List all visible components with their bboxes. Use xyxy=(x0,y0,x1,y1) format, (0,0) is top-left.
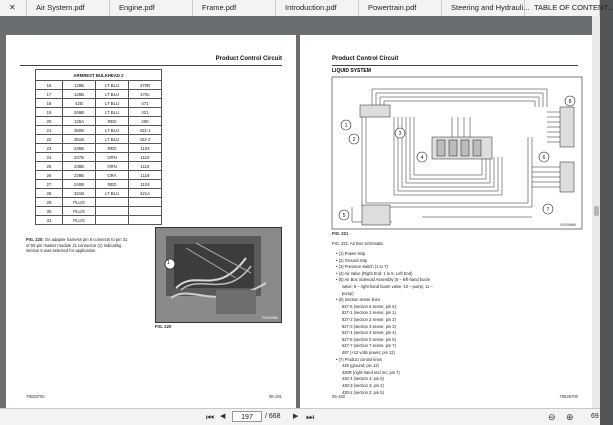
header-rule xyxy=(332,65,578,66)
table-cell: PLUG xyxy=(63,207,96,216)
next-page-icon[interactable]: ▶ xyxy=(293,413,299,420)
table-cell: 25 xyxy=(36,162,63,171)
footer-page-number: 06-192 xyxy=(332,394,346,399)
list-item: 430R (right-hand end mc; pin 7) xyxy=(342,369,400,375)
table-row xyxy=(36,126,162,135)
vertical-scrollbar[interactable] xyxy=(592,16,600,408)
table-cell: PLUG xyxy=(63,216,96,225)
air-box-schematic xyxy=(332,77,582,229)
list-item: • (3) Pressure switch (1 to 7) xyxy=(336,264,388,270)
tab-table-of-contents[interactable]: TABLE OF CONTENT... xyxy=(525,0,600,16)
previous-page-icon[interactable]: ◀ xyxy=(220,413,226,420)
table-cell: 19 xyxy=(36,108,63,117)
table-cell: RED xyxy=(96,180,129,189)
table-cell: LT BLU xyxy=(96,90,129,99)
bullet-icon: • xyxy=(336,277,339,283)
table-cell: 422-1 xyxy=(129,126,162,135)
pdf-viewer-area[interactable] xyxy=(0,16,600,408)
table-cell xyxy=(129,198,162,207)
table-row xyxy=(36,207,162,216)
page-number-input[interactable]: 197 xyxy=(232,411,262,422)
navigation-toolbar xyxy=(0,408,600,425)
tab-powertrain[interactable]: Powertrain.pdf xyxy=(359,0,442,16)
page-title: Product Control Circuit xyxy=(332,56,399,62)
table-cell xyxy=(96,198,129,207)
list-item: 627-5 (section 5 sense; pin 5) xyxy=(342,336,396,342)
zoom-out-icon[interactable]: ⊖ xyxy=(548,412,556,422)
figure-note: FIG. 220: On adapter harness pin 8 connects to pin 31 of 50-pin master module J1 connector (1) indicating section 5 was selected for application. xyxy=(26,237,128,253)
harness-photo xyxy=(155,227,282,323)
table-cell: 24 xyxy=(36,153,63,162)
list-item: pump) xyxy=(342,290,354,296)
table-cell: PLUG xyxy=(63,198,96,207)
list-item: 627-7 (section 7 sense; pin 7) xyxy=(342,343,396,349)
footer-page-number: 06-191 xyxy=(268,394,282,399)
page-title: Product Control Circuit xyxy=(215,56,282,62)
bullet-icon: • xyxy=(336,264,339,270)
table-cell: 470R xyxy=(129,81,162,90)
last-page-icon[interactable]: ⏭ xyxy=(306,412,315,422)
tab-introduction[interactable]: Introduction.pdf xyxy=(276,0,359,16)
table-cell: 1110 xyxy=(129,162,162,171)
footer-doc-number: 79028700 xyxy=(26,394,45,399)
header-rule xyxy=(20,65,282,66)
page-total: / 668 xyxy=(265,413,281,420)
table-cell: 269B xyxy=(63,108,96,117)
table-cell: 21 xyxy=(36,126,63,135)
list-item: • (5) Air Box Solenoid Assembly (6 – left-hand boom xyxy=(336,277,431,283)
section-subtitle: LIQUID SYSTEM xyxy=(332,68,371,74)
schematic-caption: FIG. 221 xyxy=(332,231,349,236)
list-item: • (7) Product control lines xyxy=(336,356,382,362)
tab-frame[interactable]: Frame.pdf xyxy=(193,0,276,16)
table-cell: 321B xyxy=(63,189,96,198)
callout-7: 7 xyxy=(546,207,550,213)
table-cell: 422-2 xyxy=(129,135,162,144)
callout-2: 2 xyxy=(352,137,356,143)
table-cell: 22 xyxy=(36,135,63,144)
table-cell: 26 xyxy=(36,171,63,180)
list-item: 627-4 (section 4 sense; pin 4) xyxy=(342,330,396,336)
tab-close-partial[interactable] xyxy=(0,0,27,16)
callout-3: 3 xyxy=(398,131,402,137)
list-item: 430-3 (section 3; pin 2) xyxy=(342,383,384,388)
table-cell: RED xyxy=(96,117,129,126)
table-cell: LT BLU xyxy=(96,108,129,117)
table-row xyxy=(36,144,162,153)
table-cell: RED xyxy=(96,144,129,153)
table-cell: GRA xyxy=(96,171,129,180)
list-item: 627-1 (section 1 sense; pin 1) xyxy=(342,310,396,316)
table-cell: 400 xyxy=(129,117,162,126)
table-row xyxy=(36,171,162,180)
bullet-icon: • xyxy=(336,251,339,256)
table-cell: 42B xyxy=(63,99,96,108)
close-icon[interactable]: ✕ xyxy=(9,3,16,12)
table-row xyxy=(36,99,162,108)
table-cell: 28 xyxy=(36,189,63,198)
table-cell: 125A xyxy=(63,117,96,126)
table-row xyxy=(36,135,162,144)
table-cell: LT BLU xyxy=(96,135,129,144)
list-item: 430-2 (section 2; pin 5) xyxy=(342,389,384,395)
list-item: • (2) Ground strip xyxy=(336,257,368,263)
bullet-icon: • xyxy=(336,356,339,362)
table-cell: 29 xyxy=(36,198,63,207)
pdf-page-left xyxy=(6,35,296,408)
callout-8: 8 xyxy=(568,99,572,105)
list-item: 430-4 (section 4; pin 5) xyxy=(342,376,384,382)
table-cell: LT BLU xyxy=(96,189,129,198)
harness-photo-image xyxy=(156,228,281,322)
callout-5: 5 xyxy=(342,213,346,219)
table-cell: 421A xyxy=(129,189,162,198)
table-cell: 421 xyxy=(129,108,162,117)
table-cell: ORN xyxy=(96,153,129,162)
callout-1: 1 xyxy=(344,123,348,129)
list-item: • (4) Air Valve (Right End: 1 to 5; Left End) xyxy=(336,270,413,276)
photo-caption: FIG. 220 xyxy=(155,324,172,329)
tab-air-system[interactable]: Air System.pdf xyxy=(27,0,110,16)
table-cell: 17 xyxy=(36,90,63,99)
list-item: • (6) Section sense lines xyxy=(336,297,380,303)
table-cell: 27 xyxy=(36,180,63,189)
table-cell: 1119 xyxy=(129,171,162,180)
table-row xyxy=(36,162,162,171)
table-row xyxy=(36,117,162,126)
photo-callout: 1 xyxy=(167,260,170,266)
table-cell: 239B xyxy=(63,171,96,180)
footer-doc-number: 79028700 xyxy=(559,394,578,399)
list-item: 429 (ground; pin 12) xyxy=(342,363,379,369)
photo-code: RG09H80 xyxy=(262,316,278,320)
table-cell xyxy=(96,216,129,225)
list-item: 497 (+12 volts power; pin 12) xyxy=(342,350,395,355)
table-cell: LT BLU xyxy=(96,81,129,90)
table-cell: 1104 xyxy=(129,180,162,189)
table-cell: 23 xyxy=(36,144,63,153)
bullet-icon: • xyxy=(336,297,339,303)
document-tab-bar xyxy=(0,0,613,17)
table-row xyxy=(36,180,162,189)
table-row xyxy=(36,81,162,90)
table-cell: ORN xyxy=(96,162,129,171)
bullet-icon: • xyxy=(336,257,339,263)
callout-4: 4 xyxy=(420,155,424,161)
table-cell: 240B xyxy=(63,180,96,189)
table-cell: 128B xyxy=(63,81,96,90)
tab-steering-hydraulics[interactable]: Steering and Hydrauli... xyxy=(442,0,525,16)
table-cell xyxy=(129,216,162,225)
table-cell: LT BLU xyxy=(96,126,129,135)
table-cell: 1110 xyxy=(129,153,162,162)
table-cell: 471 xyxy=(129,99,162,108)
table-cell: 16 xyxy=(36,81,63,90)
table-row xyxy=(36,108,162,117)
list-item: 627-3 (section 3 sense; pin 3) xyxy=(342,323,396,329)
list-heading: FIG. 221: Air Box Schematic xyxy=(332,241,384,246)
list-item: • (1) Power strip xyxy=(336,251,366,256)
table-cell: 236B xyxy=(63,144,96,153)
table-cell: 351B xyxy=(63,135,96,144)
scrollbar-thumb[interactable] xyxy=(594,206,599,216)
table-row xyxy=(36,153,162,162)
table-cell xyxy=(96,207,129,216)
zoom-in-icon[interactable]: ⊕ xyxy=(566,412,574,422)
table-cell: 20 xyxy=(36,117,63,126)
table-row xyxy=(36,216,162,225)
table-row xyxy=(36,90,162,99)
bullet-icon: • xyxy=(336,270,339,276)
zoom-level[interactable]: 69 xyxy=(591,413,599,420)
list-item: 627-6 (section 6 sense; pin 6) xyxy=(342,303,396,309)
table-cell: 1104 xyxy=(129,144,162,153)
table-cell: 18 xyxy=(36,99,63,108)
table-cell: 30 xyxy=(36,207,63,216)
tab-engine[interactable]: Engine.pdf xyxy=(110,0,193,16)
table-cell: 31 xyxy=(36,216,63,225)
table-cell: 237B xyxy=(63,153,96,162)
table-row xyxy=(36,198,162,207)
schematic-code: RG09H80 xyxy=(560,223,576,227)
table-cell: 350B xyxy=(63,126,96,135)
armrest-bulkhead-table xyxy=(35,69,162,225)
callout-6: 6 xyxy=(542,155,546,161)
table-row xyxy=(36,189,162,198)
list-item: valve; 9 – right-hand boom valve; 10 – pump; 11 – xyxy=(342,284,433,289)
table-cell xyxy=(129,207,162,216)
list-item: 627-2 (section 2 sense; pin 2) xyxy=(342,317,396,322)
pdf-page-right xyxy=(300,35,592,408)
table-cell: 470L xyxy=(129,90,162,99)
first-page-icon[interactable]: ⏮ xyxy=(206,412,215,422)
table-cell: 126B xyxy=(63,90,96,99)
table-cell: 238B xyxy=(63,162,96,171)
table-cell: LT BLU xyxy=(96,99,129,108)
table-caption: ARMREST BULKHEAD 2 xyxy=(36,70,162,81)
